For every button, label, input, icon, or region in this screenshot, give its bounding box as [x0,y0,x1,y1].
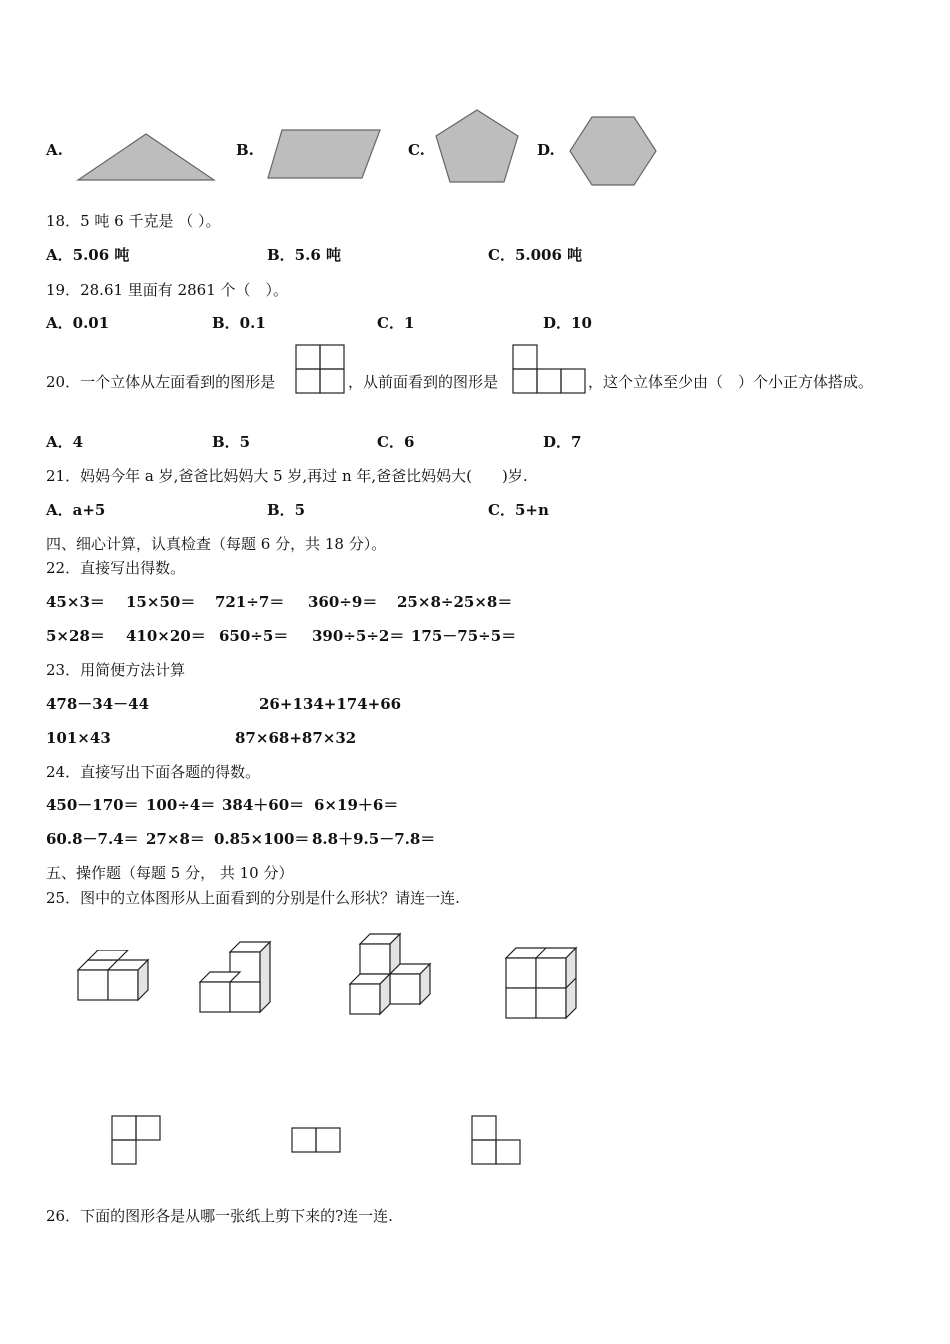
q21-option-a[interactable]: A．a+5 [46,501,106,519]
top-view-option-3[interactable] [470,1114,524,1168]
q23-item: 87×68+87×32 [235,729,357,747]
hexagon-figure [566,113,660,189]
q22-item: 25×8÷25×8＝ [397,593,513,611]
q22-item: 175－75÷5＝ [411,627,517,645]
q24-item: 450－170＝ [46,796,139,814]
q18-option-b[interactable]: B．5.6 吨 [267,246,341,264]
cube-solid-2 [192,936,276,1016]
q17-option-c-label: C. [408,141,425,159]
q24-item: 0.85×100＝ [214,830,310,848]
cube-solid-4 [500,944,584,1024]
q19-option-a[interactable]: A．0.01 [46,314,110,332]
q22-item: 360÷9＝ [308,593,378,611]
q22-item: 390÷5÷2＝ [312,627,405,645]
cube-solid-1 [70,950,154,1014]
q23-item: 478－34－44 [46,695,150,713]
q23-question: 23．用简便方法计算 [46,661,186,679]
q21-question: 21．妈妈今年 a 岁,爸爸比妈妈大 5 岁,再过 n 年,爸爸比妈妈大( )岁. [46,467,528,485]
q20-option-c[interactable]: C．6 [377,433,415,451]
section4-title: 四、细心计算，认真检查（每题 6 分，共 18 分）。 [46,535,387,553]
q19-option-c[interactable]: C．1 [377,314,415,332]
q24-item: 384＋60＝ [222,796,305,814]
q20-text-part1: 20．一个立体从左面看到的图形是 [46,373,276,391]
q18-question: 18．5 吨 6 千克是 （ ）。 [46,212,221,230]
pentagon-figure [432,106,522,188]
q24-item: 100÷4＝ [146,796,216,814]
cube-solid-3 [346,930,438,1020]
q19-question: 19．28.61 里面有 2861 个（ ）。 [46,281,289,299]
q19-option-b[interactable]: B．0.1 [212,314,266,332]
q22-item: 45×3＝ [46,593,105,611]
q24-item: 8.8＋9.5－7.8＝ [312,830,436,848]
q24-question: 24．直接写出下面各题的得数。 [46,763,261,781]
q18-option-a[interactable]: A．5.06 吨 [46,246,130,264]
section5-title: 五、操作题（每题 5 分， 共 10 分） [46,864,294,882]
q22-item: 5×28＝ [46,627,105,645]
q19-option-d[interactable]: D．10 [543,314,592,332]
q20-option-d[interactable]: D．7 [543,433,582,451]
q23-item: 101×43 [46,729,111,747]
q24-item: 27×8＝ [146,830,205,848]
q21-option-b[interactable]: B．5 [267,501,306,519]
q22-question: 22．直接写出得数。 [46,559,186,577]
q17-option-a-label: A. [46,141,63,159]
q22-item: 15×50＝ [126,593,196,611]
q22-item: 410×20＝ [126,627,206,645]
q20-option-b[interactable]: B．5 [212,433,251,451]
front-view-figure [512,344,588,396]
q24-item: 6×19＋6＝ [314,796,399,814]
q24-item: 60.8－7.4＝ [46,830,139,848]
top-view-option-2[interactable] [290,1126,344,1156]
q25-question: 25．图中的立体图形从上面看到的分别是什么形状？请连一连. [46,889,460,907]
q17-option-b-label: B. [236,141,254,159]
q21-option-c[interactable]: C．5+n [488,501,549,519]
q22-item: 650÷5＝ [219,627,289,645]
q20-text-part3: ，这个立体至少由（ ）个小正方体搭成。 [588,373,874,391]
q17-option-d-label: D. [537,141,555,159]
q26-question: 26．下面的图形各是从哪一张纸上剪下来的?连一连. [46,1207,393,1225]
q22-item: 721÷7＝ [215,593,285,611]
left-view-figure [295,344,347,396]
q20-text-part2: ，从前面看到的图形是 [348,373,499,391]
q23-item: 26+134+174+66 [259,695,402,713]
q20-option-a[interactable]: A．4 [46,433,84,451]
parallelogram-figure [262,124,386,184]
top-view-option-1[interactable] [110,1114,164,1168]
triangle-figure [72,128,220,186]
q18-option-c[interactable]: C．5.006 吨 [488,246,583,264]
